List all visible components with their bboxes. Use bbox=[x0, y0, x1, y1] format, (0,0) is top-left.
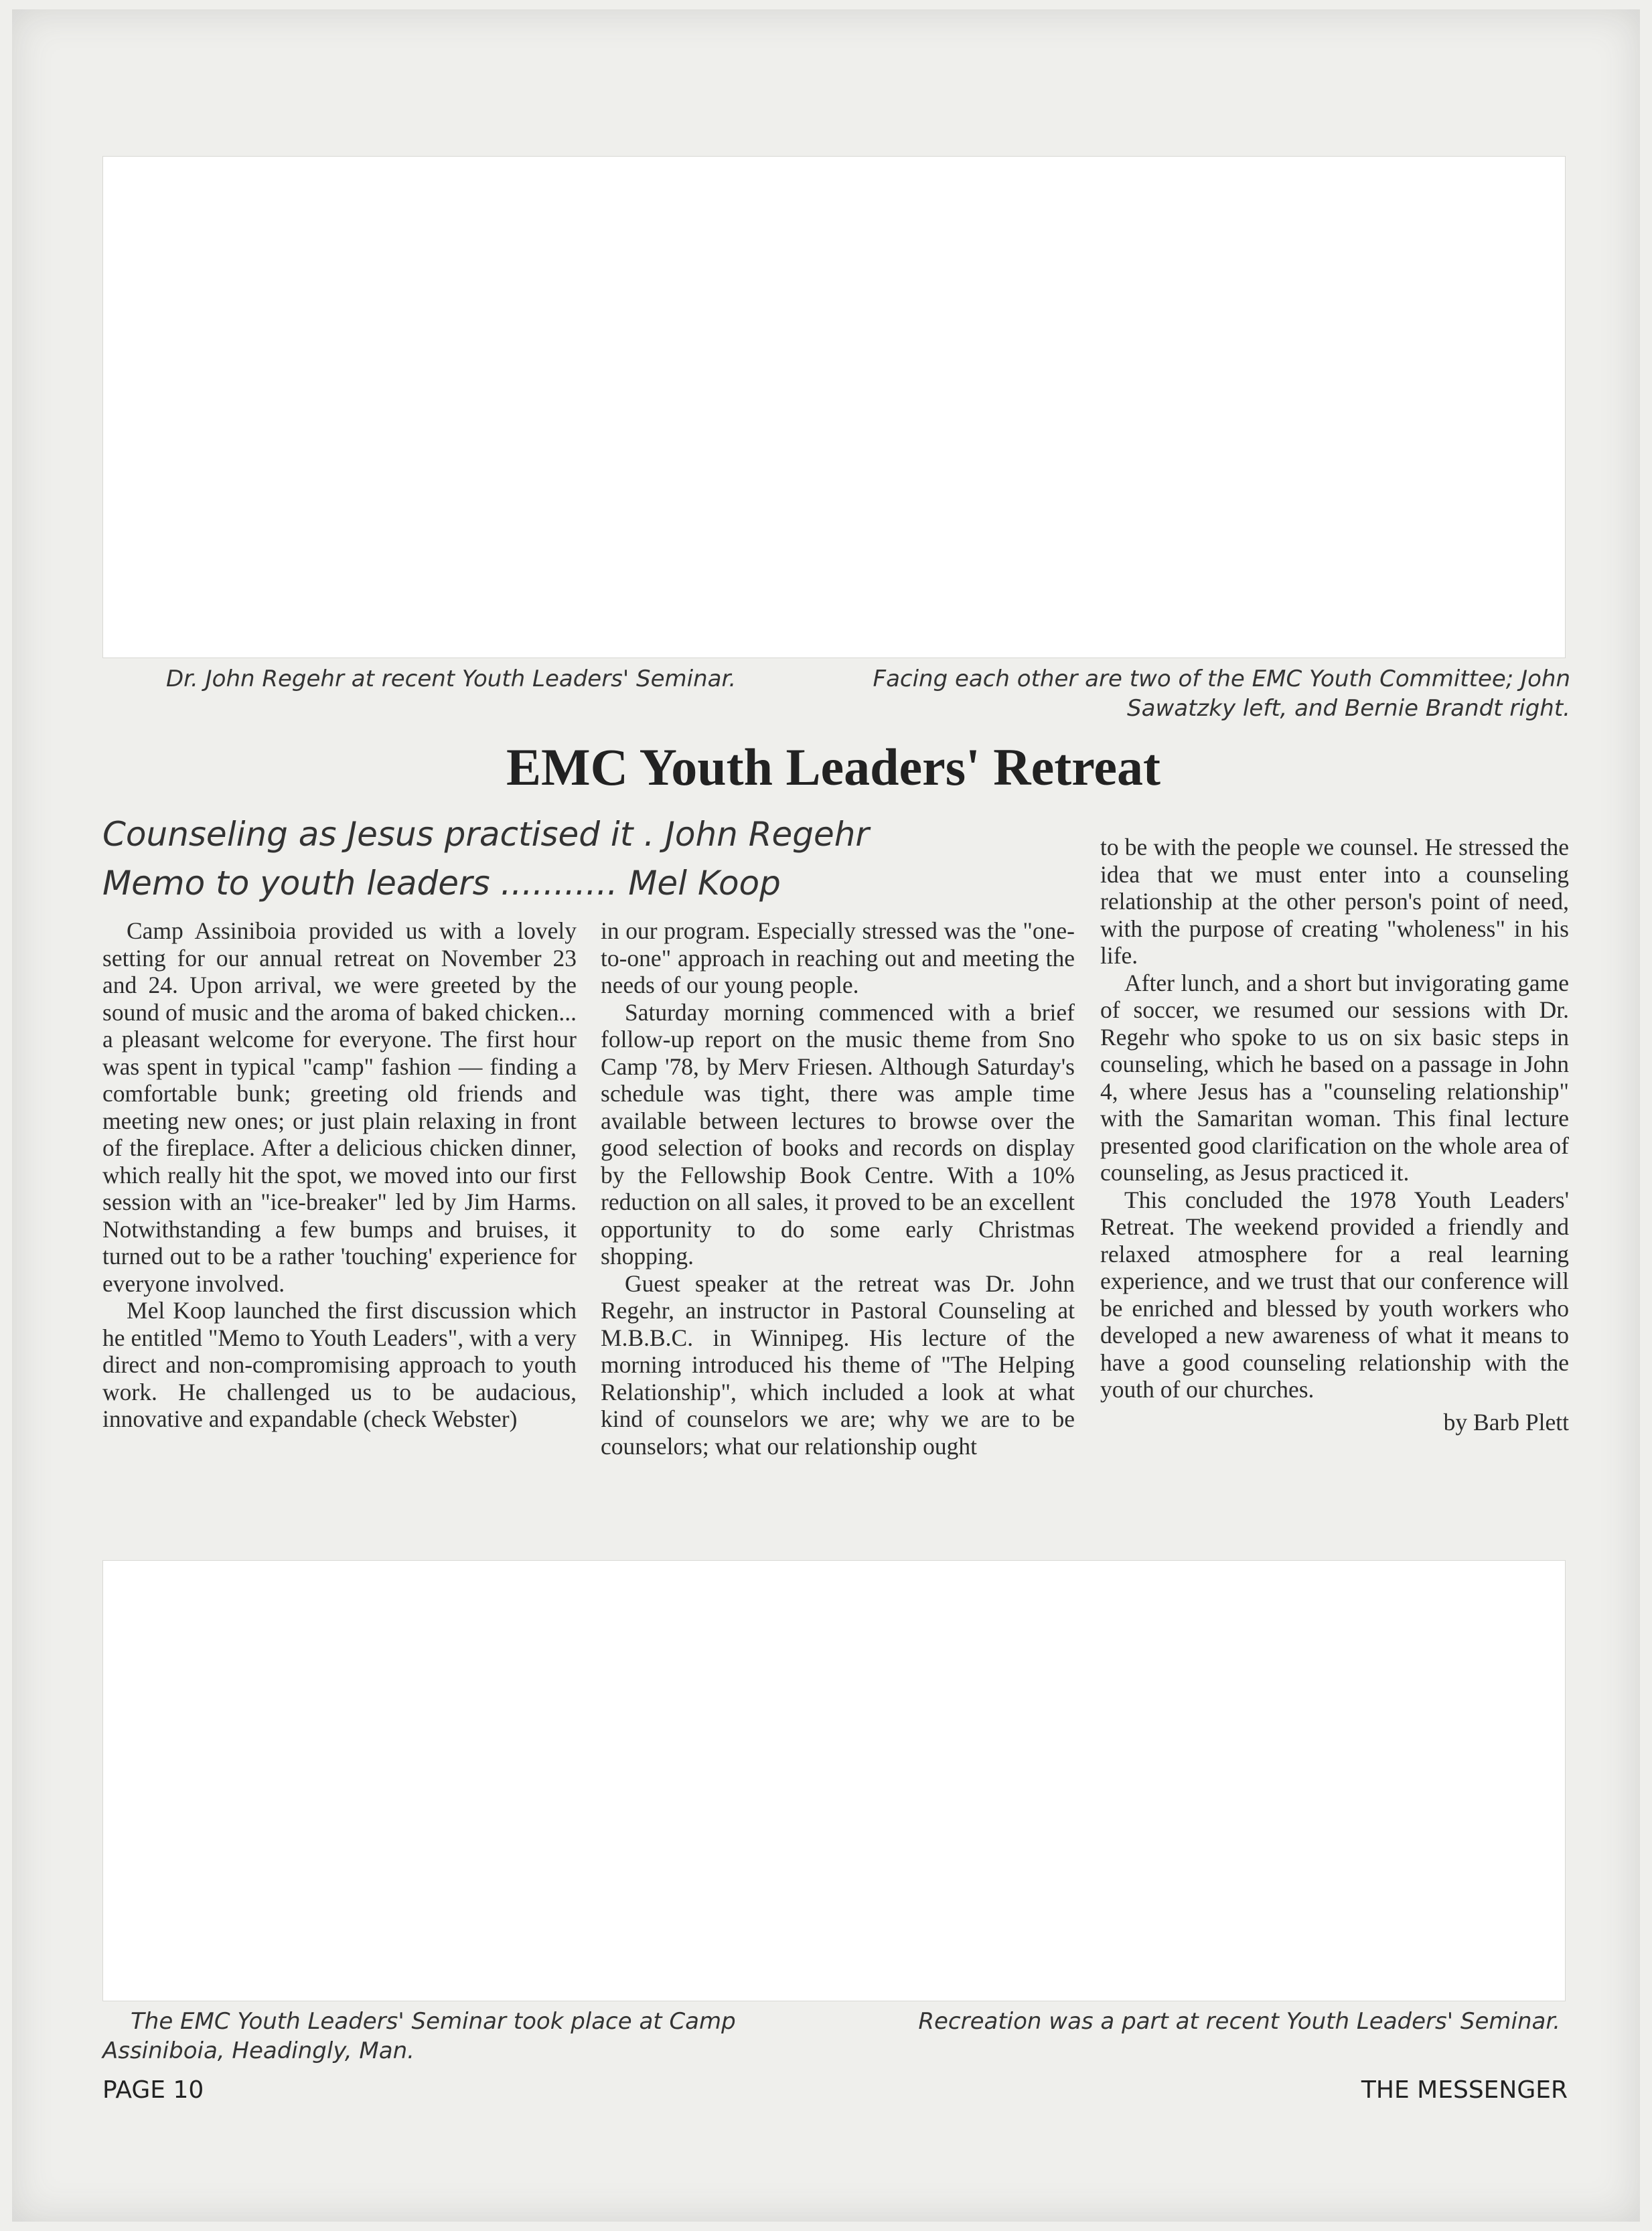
article-paragraph: Mel Koop launched the first discussion which he entitled "Memo to Youth Leaders", with a very direct and non-compromising approach to youth work. He challenged us to be audacious, innovative and expandable (check Webster) bbox=[102, 1297, 577, 1432]
photo-caption-recreation: Recreation was a part at recent Youth Leaders' Seminar. bbox=[918, 2008, 1560, 2035]
photo-bottom-blank bbox=[102, 1560, 1566, 2001]
photo-caption-camp-assiniboia: The EMC Youth Leaders' Seminar took place at Camp Assiniboia, Headingly, Man. bbox=[102, 2008, 736, 2064]
article-byline: by Barb Plett bbox=[1443, 1408, 1569, 1436]
article-paragraph: in our program. Especially stressed was the "one-to-one" approach in reaching out and meeting the needs of our young people. bbox=[601, 917, 1075, 998]
photo-caption-youth-committee: Facing each other are two of the EMC Youth Committee; John Sawatzky left, and Bernie Brandt right. bbox=[873, 666, 1570, 722]
article-paragraph: This concluded the 1978 Youth Leaders' Retreat. The weekend provided a friendly and relaxed atmosphere for a real learning experience, and we trust that our conference will be enriched and blessed by youth workers who developed a new awareness of what it means to have a good counseling relationship with the youth of our churches. bbox=[1100, 1186, 1569, 1403]
magazine-name: THE MESSENGER bbox=[1361, 2076, 1568, 2104]
article-paragraph: Saturday morning commenced with a brief follow-up report on the music theme from Sno Camp '78, by Merv Friesen. Although Saturday's schedule was tight, there was ample time available between lectures to browse over the good selection of books and records on display by the Fellowship Book Centre. With a 10% reduction on all sales, it proved to be an excellent opportunity to do some early Christmas shopping. bbox=[601, 998, 1075, 1270]
article-headline: EMC Youth Leaders' Retreat bbox=[506, 738, 1161, 796]
article-column-3 bbox=[1100, 834, 1569, 1436]
page-number: PAGE 10 bbox=[102, 2076, 204, 2104]
photo-caption-regehr: Dr. John Regehr at recent Youth Leaders' Seminar. bbox=[166, 666, 737, 692]
article-paragraph: After lunch, and a short but invigorating game of soccer, we resumed our sessions with Dr. Regehr who spoke to us on six basic steps in counseling, which he based on a passage in John 4, where Jesus has a "counseling relationship" with the Samaritan woman. This final lecture presented good clarification on the whole area of counseling, as Jesus practiced it. bbox=[1100, 969, 1569, 1186]
article-paragraph: Camp Assiniboia provided us with a lovely setting for our annual retreat on November 23 and 24. Upon arrival, we were greeted by the sound of music and the aroma of baked chicken... a pleasant welcome for everyone. The first hour was spent in typical "camp" fashion — finding a comfortable bunk; greeting old friends and meeting new ones; or just plain relaxing in front of the fireplace. After a delicious chicken dinner, which really hit the spot, we moved into our first session with an "ice-breaker" led by Jim Harms. Notwithstanding a few bumps and bruises, it turned out to be a rather 'touching' experience for everyone involved. bbox=[102, 917, 577, 1297]
article-paragraph: Guest speaker at the retreat was Dr. John Regehr, an instructor in Pastoral Counseling at M.B.B.C. in Winnipeg. His lecture of the morning introduced his theme of "The Helping Relationship", which included a look at what kind of counselors we are; why we are to be counselors; what our relationship ought bbox=[601, 1270, 1075, 1460]
article-subhead-counseling: Counseling as Jesus practised it . John Regehr bbox=[102, 815, 869, 854]
photo-top-blank bbox=[102, 156, 1566, 658]
article-paragraph: to be with the people we counsel. He stressed the idea that we must enter into a counseling relationship at the other person's point of need, with the purpose of creating "wholeness" in his life. bbox=[1100, 834, 1569, 969]
article-subhead-memo: Memo to youth leaders ........... Mel Koop bbox=[102, 864, 781, 903]
article-column-2 bbox=[601, 917, 1075, 1460]
article-column-1 bbox=[102, 917, 577, 1433]
